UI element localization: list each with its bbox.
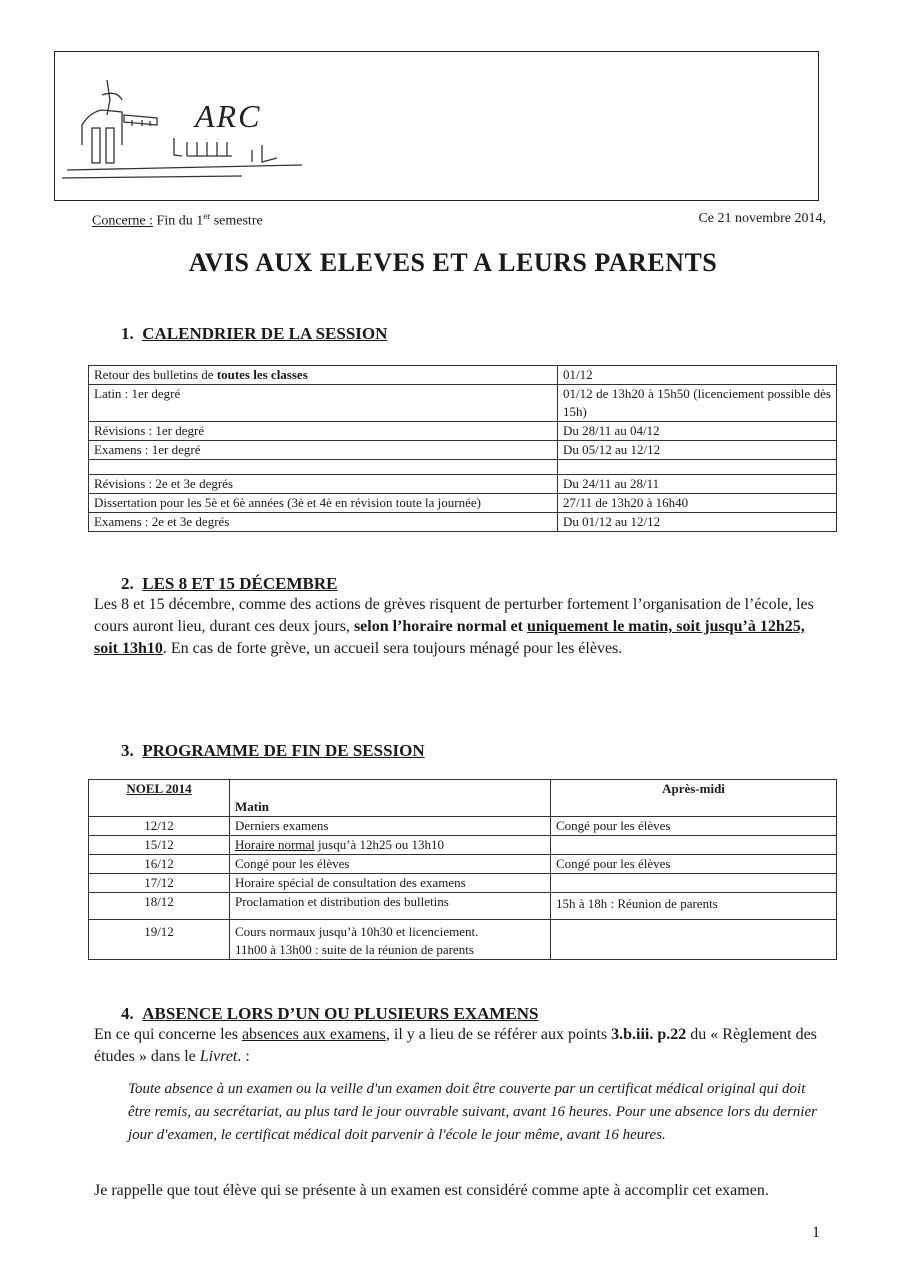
program-row-afternoon (551, 874, 837, 893)
calendar-row (89, 460, 837, 475)
calendar-row-value: Du 28/11 au 04/12 (558, 422, 837, 441)
section-1-title: 1. CALENDRIER DE LA SESSION (121, 324, 388, 343)
school-building-logo (62, 70, 312, 185)
program-row (89, 855, 837, 874)
program-row-date: 17/12 (89, 874, 230, 893)
calendar-row (89, 366, 837, 385)
calendar-row-label: Retour des bulletins de toutes les classes (89, 366, 558, 385)
calendar-row (89, 513, 837, 532)
program-row-date: 16/12 (89, 855, 230, 874)
section-4-closing: Je rappelle que tout élève qui se présente à un examen est considéré comme apte à accomplir cet examen. (94, 1182, 769, 1199)
program-row-morning: Proclamation et distribution des bulletins (230, 893, 551, 920)
program-row-date: 18/12 (89, 893, 230, 920)
calendar-row (89, 385, 837, 422)
program-row (89, 874, 837, 893)
program-row-afternoon (551, 836, 837, 855)
section-4-title: 4. ABSENCE LORS D’UN OU PLUSIEURS EXAMENS (121, 1004, 539, 1023)
program-row-afternoon (551, 920, 837, 960)
calendar-row-label (89, 460, 558, 475)
program-row (89, 920, 837, 960)
section-3-title: 3. PROGRAMME DE FIN DE SESSION (121, 741, 425, 760)
calendar-row-value: 27/11 de 13h20 à 16h40 (558, 494, 837, 513)
page-number: 1 (812, 1224, 820, 1241)
calendar-row-value: Du 24/11 au 28/11 (558, 475, 837, 494)
section-2-title: 2. LES 8 ET 15 DÉCEMBRE (121, 574, 338, 593)
program-row (89, 817, 837, 836)
calendar-row (89, 494, 837, 513)
section-2-paragraph: Les 8 et 15 décembre, comme des actions de grèves risquent de perturber fortement l’organisation de l’école, les cours auront lieu, durant ces deux jours, selon l’horaire normal et uniquement le matin, soit jusqu’à 12h25, soit 13h10. En cas de forte grève, un accueil sera toujours ménagé pour les élèves. (94, 596, 814, 657)
program-table-header: NOEL 2014 Matin Après-midi (89, 780, 837, 817)
logo-text: ARC (195, 98, 262, 134)
calendar-row-label: Révisions : 1er degré (89, 422, 558, 441)
program-row (89, 893, 837, 920)
calendar-row-value: Du 05/12 au 12/12 (558, 441, 837, 460)
section-4-paragraph: En ce qui concerne les absences aux examens, il y a lieu de se référer aux points 3.b.iii. p.22 du « Règlement des études » dans le Livret. : (94, 1026, 817, 1065)
program-row-afternoon: Congé pour les élèves (551, 855, 837, 874)
program-row-date: 19/12 (89, 920, 230, 960)
program-row-morning: Horaire spécial de consultation des examens (230, 874, 551, 893)
calendar-row-value (558, 460, 837, 475)
calendar-row-label: Latin : 1er degré (89, 385, 558, 422)
program-row-afternoon: Congé pour les élèves (551, 817, 837, 836)
program-row (89, 836, 837, 855)
page-title: AVIS AUX ELEVES ET A LEURS PARENTS (188, 248, 718, 277)
concerne-line: Concerne : Fin du 1er semestre (92, 211, 263, 229)
program-row-morning: Congé pour les élèves (230, 855, 551, 874)
program-row-date: 15/12 (89, 836, 230, 855)
document-date: Ce 21 novembre 2014, (698, 211, 826, 226)
calendar-row-label: Dissertation pour les 5è et 6è années (3è et 4è en révision toute la journée) (89, 494, 558, 513)
calendar-row-value: 01/12 (558, 366, 837, 385)
program-table (88, 779, 837, 960)
calendar-row (89, 441, 837, 460)
calendar-table (88, 365, 837, 532)
program-row-morning: Cours normaux jusqu’à 10h30 et licenciement. 11h00 à 13h00 : suite de la réunion de parents (230, 920, 551, 960)
program-row-morning: Horaire normal jusqu’à 12h25 ou 13h10 (230, 836, 551, 855)
calendar-row-value: Du 01/12 au 12/12 (558, 513, 837, 532)
calendar-row-label: Examens : 1er degré (89, 441, 558, 460)
regulation-quote: Toute absence à un examen ou la veille d'un examen doit être couverte par un certificat médical original qui doit être remis, au secrétariat, au plus tard le jour ouvrable suivant, avant 16 heures. Pour une absence lors du dernier jour d'examen, le certificat médical doit parvenir à l'école le jour même, avant 16 heures. (128, 1081, 817, 1143)
calendar-row (89, 475, 837, 494)
calendar-row-value: 01/12 de 13h20 à 15h50 (licenciement possible dès 15h) (558, 385, 837, 422)
program-row-afternoon: 15h à 18h : Réunion de parents (551, 893, 837, 920)
program-row-date: 12/12 (89, 817, 230, 836)
calendar-row (89, 422, 837, 441)
program-row-morning: Derniers examens (230, 817, 551, 836)
calendar-row-label: Révisions : 2e et 3e degrés (89, 475, 558, 494)
calendar-row-label: Examens : 2e et 3e degrés (89, 513, 558, 532)
